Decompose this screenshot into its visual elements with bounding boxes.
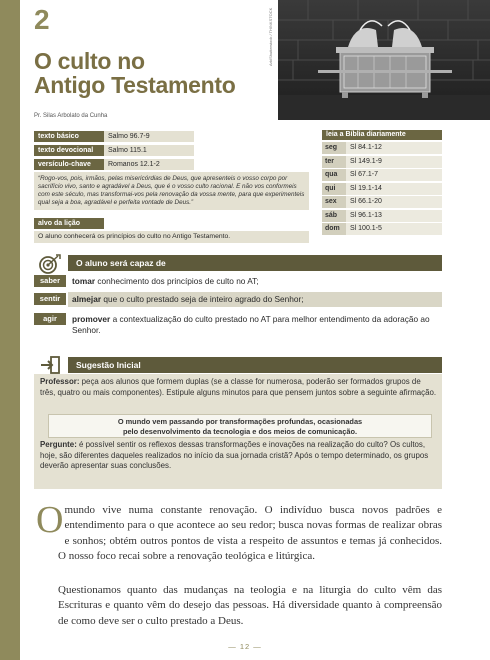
goal-body [68, 292, 442, 307]
goal-row-sentir [34, 292, 442, 307]
goal-verb: promover [72, 314, 111, 324]
teacher-label: Professor: [40, 377, 80, 386]
question-instruction [40, 440, 438, 472]
teacher-instruction [40, 377, 438, 398]
reading-row [322, 210, 442, 222]
goals-header: O aluno será capaz de [68, 255, 442, 271]
statement-line-1: O mundo vem passando por transformações profundas, ocasionadas [117, 417, 363, 426]
lesson-title-line-1: O culto no [34, 48, 145, 74]
reading-row [322, 156, 442, 168]
key-verse-text: “Rogo-vos, pois, irmãos, pelas misericórdias de Deus, que apresenteis o vosso corpo por sacrifício vivo, santo e agradável a Deus, que é o vosso culto racional. E não vos conformeis com este século, mas transformai-vos pela renovação da vossa mente, para que experimenteis qual seja a boa, agradável e perfeita vontade de Deus.” [34, 172, 309, 210]
goal-tag: sentir [34, 293, 66, 305]
reading-day: seg [322, 142, 346, 154]
reading-ref: Sl 67.1-7 [346, 169, 442, 181]
goal-body [68, 312, 442, 338]
daily-reading-table [322, 130, 442, 237]
question-label: Pergunte: [40, 440, 77, 449]
reading-row [322, 169, 442, 181]
reading-day: sáb [322, 210, 346, 222]
reading-ref: Sl 84.1-12 [346, 142, 442, 154]
reading-day: dom [322, 223, 346, 235]
daily-reading-header: leia a Bíblia diariamente [322, 130, 442, 140]
reading-ref: Sl 19.1-14 [346, 183, 442, 195]
suggestion-header: Sugestão Inicial [68, 357, 442, 373]
devotional-text-label: texto devocional [34, 145, 104, 156]
reading-day: ter [322, 156, 346, 168]
lesson-goal-text: O aluno conhecerá os princípios do culto no Antigo Testamento. [34, 231, 309, 243]
reading-row [322, 196, 442, 208]
reading-day: sex [322, 196, 346, 208]
reading-day: qua [322, 169, 346, 181]
reading-day: qui [322, 183, 346, 195]
key-verse-value: Romanos 12.1-2 [104, 159, 194, 170]
discussion-statement [48, 414, 432, 438]
lesson-goal-label: alvo da lição [34, 218, 104, 229]
basic-text-row [34, 130, 309, 142]
body-paragraph-2: Questionamos quanto das mudanças na teologia e na liturgia do culto vêm das Escrituras e quanto vêm do desejo das pessoas. Há diversidade quanto à compreensão de como deve ser o culto prestado a Deus. [58, 584, 442, 627]
goal-text: a contextualização do culto prestado no AT para melhor entendimento da adoração ao Senhor. [72, 314, 430, 335]
goal-tag: saber [34, 275, 66, 287]
left-color-strip [0, 0, 20, 660]
devotional-text-row [34, 144, 309, 156]
devotional-text-value: Salmo 115.1 [104, 145, 194, 156]
door-enter-icon [40, 355, 62, 375]
lesson-number: 2 [34, 4, 50, 35]
reading-ref: Sl 149.1-9 [346, 156, 442, 168]
goal-text: conhecimento dos princípios de culto no AT; [95, 276, 259, 286]
reading-ref: Sl 66.1-20 [346, 196, 442, 208]
author: Pr. Silas Arbolato da Cunha [34, 113, 108, 119]
goal-row-saber [34, 274, 442, 289]
body-paragraph-1 [36, 499, 442, 564]
goal-verb: tomar [72, 276, 96, 286]
page-number: — 12 — [228, 642, 262, 651]
goal-row-agir [34, 312, 442, 338]
teacher-text: peça aos alunos que formem duplas (se a classe for numerosa, poderão ser formados grupos de três, quatro ou mais componentes). Estipule alguns minutos para que pensem juntos sobre a seguinte afirmação. [40, 377, 437, 397]
ark-of-covenant-photo [278, 0, 490, 120]
basic-text-value: Salmo 96.7-9 [104, 131, 194, 142]
lesson-info-table [34, 130, 309, 243]
goal-tag: agir [34, 313, 66, 325]
goal-text: que o culto prestado seja de inteiro agrado do Senhor; [101, 294, 304, 304]
goal-body [68, 274, 442, 289]
reading-row [322, 142, 442, 154]
reading-row [322, 223, 442, 235]
key-verse-label: versículo-chave [34, 159, 104, 170]
key-verse-row [34, 158, 309, 170]
reading-ref: Sl 96.1-13 [346, 210, 442, 222]
lesson-title-line-2: Antigo Testamento [34, 72, 236, 98]
photo-credit: Ark/Shutterstock / THINKSTOCK [268, 7, 273, 66]
basic-text-label: texto básico [34, 131, 104, 142]
statement-line-2: pelo desenvolvimento da tecnologia e dos meios de comunicação. [122, 427, 358, 436]
goal-verb: almejar [72, 294, 102, 304]
question-text: é possível sentir os reflexos dessas transformações e inovações na realização do culto? Os cultos, hoje, são diferentes daqueles realizados no início da sua jornada cristã? Após o tempo determinado, os grupos deverão apresentar suas conclusões. [40, 440, 429, 470]
drop-cap: O [36, 499, 64, 541]
target-icon [36, 253, 62, 275]
body-paragraph-1-text: mundo vive numa constante renovação. O indivíduo busca novos padrões e entendimento para o que acontece ao seu redor; busca novas formas de realizar obras e sonhos; obtém outros pontos de vista a respeito de assuntos e temas já conhecidos. O nosso foco recai sobre a renovação teológica e litúrgica. [58, 504, 442, 562]
reading-row [322, 183, 442, 195]
reading-ref: Sl 100.1-5 [346, 223, 442, 235]
